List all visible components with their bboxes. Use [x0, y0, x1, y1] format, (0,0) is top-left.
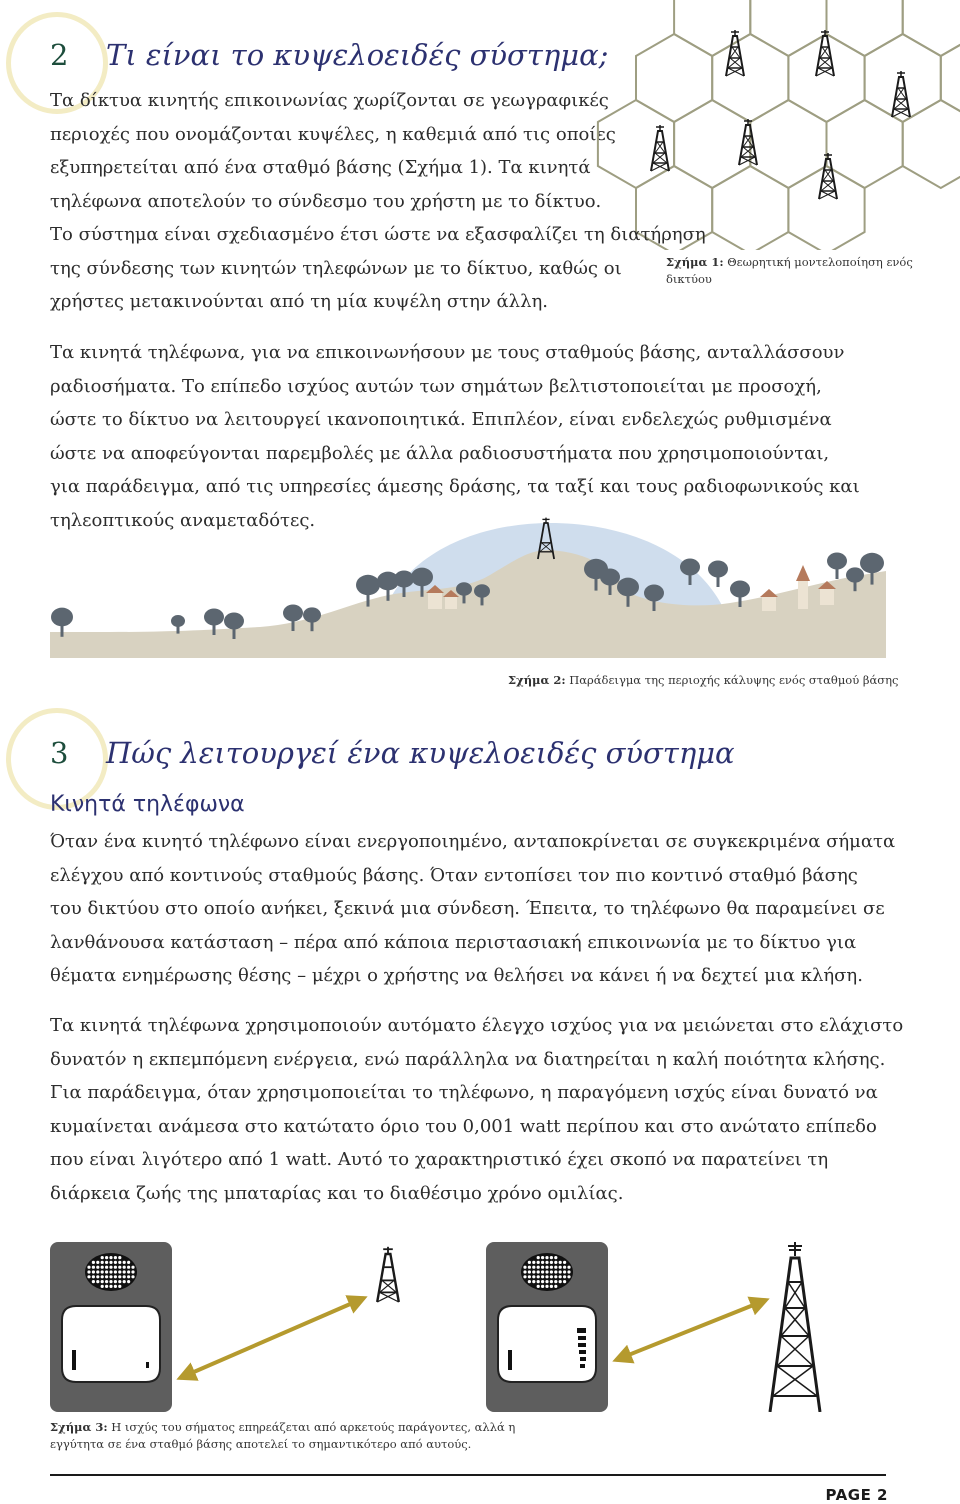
- tree-trunk: [463, 594, 466, 604]
- grille-hole: [92, 1270, 95, 1273]
- grille-hole: [537, 1270, 540, 1273]
- hex-cell: [827, 0, 903, 56]
- grille-hole: [101, 1285, 104, 1288]
- grille-hole: [123, 1261, 126, 1264]
- hex-cell: [750, 100, 826, 188]
- hex-cell: [750, 0, 826, 56]
- grille-hole: [523, 1275, 526, 1278]
- grille-hole: [109, 1280, 112, 1283]
- hex-cell: [636, 34, 712, 122]
- phone-near: [486, 1242, 608, 1412]
- grille-hole: [127, 1280, 130, 1283]
- section-2-number: 2: [50, 38, 69, 72]
- figure-1-caption: [666, 254, 960, 288]
- tree: [617, 578, 639, 597]
- tree-trunk: [609, 583, 612, 595]
- intro-line: χρήστες μετακινούνται από τη μία κυψέλη στην άλλη.: [50, 291, 549, 312]
- grille-hole: [114, 1261, 117, 1264]
- grille-hole: [554, 1280, 557, 1283]
- tree-trunk: [292, 619, 295, 631]
- grille-hole: [563, 1261, 566, 1264]
- footer-rule: [50, 1474, 886, 1476]
- grille-hole: [92, 1266, 95, 1269]
- grille-hole: [96, 1280, 99, 1283]
- tree-trunk: [739, 595, 742, 607]
- tree: [708, 561, 728, 578]
- grille-hole: [105, 1256, 108, 1259]
- grille-hole: [554, 1275, 557, 1278]
- grille-hole: [101, 1256, 104, 1259]
- grille-hole: [114, 1266, 117, 1269]
- grille-hole: [109, 1266, 112, 1269]
- grille-hole: [567, 1270, 570, 1273]
- grille-hole: [127, 1275, 130, 1278]
- hex-cell: [712, 166, 788, 250]
- hex-cell: [903, 0, 960, 56]
- paragraph-line: ώστε να αποφεύγονται παρεμβολές με άλλα ραδιοσυστήματα που χρησιμοποιούνται,: [50, 442, 830, 464]
- grille-hole: [559, 1266, 562, 1269]
- grille-hole: [528, 1275, 531, 1278]
- paragraph-line: για παράδειγμα, από τις υπηρεσίες άμεσης δράσης, τα ταξί και τους ραδιοφωνικούς και: [50, 476, 860, 497]
- grille-hole: [532, 1266, 535, 1269]
- grille-hole: [92, 1275, 95, 1278]
- grille-hole: [532, 1261, 535, 1264]
- grille-hole: [131, 1275, 134, 1278]
- grille-hole: [541, 1285, 544, 1288]
- tree-trunk: [836, 567, 839, 579]
- grille-hole: [105, 1285, 108, 1288]
- grille-hole: [550, 1256, 553, 1259]
- tree-trunk: [233, 627, 236, 639]
- grille-hole: [528, 1280, 531, 1283]
- paragraph-line: θέματα ενημέρωσης θέσης – μέχρι ο χρήστης να θελήσει να κάνει ή να δεχτεί μια κλήση.: [50, 965, 863, 986]
- hex-cell: [903, 100, 960, 188]
- tree: [456, 582, 472, 596]
- grille-hole: [550, 1280, 553, 1283]
- grille-hole: [550, 1270, 553, 1273]
- grille-hole: [545, 1285, 548, 1288]
- hex-cell: [598, 100, 674, 188]
- figure-1-cell-network: [596, 0, 960, 250]
- grille-hole: [554, 1256, 557, 1259]
- grille-hole: [523, 1270, 526, 1273]
- tree-trunk: [213, 623, 216, 635]
- paragraph-line: Τα κινητά τηλέφωνα χρησιμοποιούν αυτόματο έλεγχο ισχύος για να μειώνεται στο ελάχιστο: [50, 1015, 904, 1036]
- grille-hole: [554, 1285, 557, 1288]
- grille-hole: [567, 1266, 570, 1269]
- tree: [600, 569, 620, 586]
- grille-hole: [123, 1275, 126, 1278]
- grille-hole: [87, 1266, 90, 1269]
- section-3-paragraph-2: [50, 1009, 910, 1210]
- grille-hole: [114, 1270, 117, 1273]
- figure-3-signal-illustration: [50, 1236, 886, 1412]
- grille-hole: [563, 1280, 566, 1283]
- long-distance-arrow: [180, 1298, 364, 1378]
- grille-hole: [545, 1275, 548, 1278]
- grille-hole: [101, 1280, 104, 1283]
- figure-2-caption: [508, 672, 898, 689]
- grille-hole: [118, 1266, 121, 1269]
- paragraph-line: κυμαίνεται ανάμεσα στο κατώτατο όριο του 0,001 watt περίπου και στο ανώτατο επίπεδο: [50, 1115, 877, 1137]
- paragraph-line: Όταν ένα κινητό τηλέφωνο είναι ενεργοποιημένο, ανταποκρίνεται σε συγκεκριμένα σήματα: [50, 831, 896, 852]
- grille-hole: [123, 1266, 126, 1269]
- grille-hole: [545, 1266, 548, 1269]
- figure-1-text: Θεωρητική μοντελοποίηση ενός δικτύου: [666, 255, 913, 286]
- tree: [204, 609, 224, 626]
- grille-hole: [118, 1270, 121, 1273]
- grille-hole: [559, 1280, 562, 1283]
- grille-hole: [105, 1280, 108, 1283]
- figure-2-label: Σχήμα 2:: [508, 673, 566, 687]
- tower-icon: [651, 125, 669, 171]
- grille-hole: [109, 1256, 112, 1259]
- grille-hole: [550, 1275, 553, 1278]
- tree-trunk: [595, 576, 598, 590]
- grille-hole: [131, 1270, 134, 1273]
- intro-line: περιοχές που ονομάζονται κυψέλες, η καθεμιά από τις οποίες: [50, 123, 616, 145]
- tree: [846, 567, 864, 582]
- grille-hole: [532, 1275, 535, 1278]
- tree-trunk: [367, 592, 370, 606]
- grille-hole: [563, 1270, 566, 1273]
- grille-hole: [123, 1280, 126, 1283]
- tree: [827, 553, 847, 570]
- paragraph-line: λανθάνουσα κατάσταση – πέρα από κάποια περιστασιακή επικοινωνία με το δίκτυο για: [50, 931, 857, 953]
- grille-hole: [523, 1266, 526, 1269]
- grille-hole: [109, 1261, 112, 1264]
- tower-icon: [739, 119, 757, 165]
- grille-hole: [545, 1270, 548, 1273]
- figure-3-line-2: εγγύτητα σε ένα σταθμό βάσης αποτελεί το σημαντικότερο από αυτούς.: [50, 1437, 472, 1451]
- tree: [680, 559, 700, 576]
- grille-hole: [537, 1261, 540, 1264]
- grille-hole: [127, 1261, 130, 1264]
- figure-3-caption: [50, 1419, 530, 1453]
- section-2-title: Τι είναι το κυψελοειδές σύστημα;: [106, 38, 609, 72]
- hex-cell: [788, 166, 864, 250]
- figure-3-line-1: Η ισχύς του σήματος επηρεάζεται από αρκετούς παράγοντες, αλλά η: [111, 1420, 516, 1434]
- grille-hole: [541, 1275, 544, 1278]
- tower-icon: [819, 153, 837, 199]
- paragraph-line: διάρκεια ζωής της μπαταρίας και το διαθέσιμο χρόνο ομιλίας.: [50, 1182, 624, 1204]
- grille-hole: [528, 1261, 531, 1264]
- grille-hole: [541, 1270, 544, 1273]
- paragraph-line: του δικτύου στο οποίο ανήκει, ξεκινά μια σύνδεση. Έπειτα, το τηλέφωνο θα παραμείνει σε: [50, 898, 885, 919]
- grille-hole: [92, 1261, 95, 1264]
- figure-2-coverage-landscape: [50, 505, 886, 665]
- grille-hole: [92, 1280, 95, 1283]
- grille-hole: [96, 1266, 99, 1269]
- tree-trunk: [403, 585, 406, 597]
- grille-hole: [109, 1275, 112, 1278]
- grille-hole: [541, 1261, 544, 1264]
- tree: [171, 615, 185, 627]
- section-3-subheading: Κινητά τηλέφωνα: [50, 792, 245, 817]
- grille-hole: [545, 1261, 548, 1264]
- grille-hole: [105, 1270, 108, 1273]
- tree: [411, 568, 433, 587]
- grille-hole: [131, 1266, 134, 1269]
- intro-line: Τα δίκτυα κινητής επικοινωνίας χωρίζονται σε γεωγραφικές: [50, 90, 609, 111]
- tree-trunk: [387, 588, 390, 601]
- grille-hole: [550, 1266, 553, 1269]
- tree-trunk: [177, 625, 180, 633]
- paragraph-line: ώστε το δίκτυο να λειτουργεί ικανοποιητικά. Επιπλέον, είναι ενδελεχώς ρυθμισμένα: [50, 409, 832, 430]
- grille-hole: [537, 1256, 540, 1259]
- hex-cell: [674, 100, 750, 188]
- paragraph-line: δυνατόν η εκπεμπόμενη ενέργεια, ενώ παράλληλα να διατηρείται η καλή ποιότητα κλήσης.: [50, 1048, 886, 1070]
- intro-line: τηλέφωνα αποτελούν το σύνδεσμο του χρήστη με το δίκτυο.: [50, 190, 602, 212]
- paragraph-line: Για παράδειγμα, όταν χρησιμοποιείται το τηλέφωνο, η παραγόμενη ισχύς είναι δυνατό να: [50, 1082, 878, 1103]
- paragraph-line: Τα κινητά τηλέφωνα, για να επικοινωνήσουν με τους σταθμούς βάσης, ανταλλάσσουν: [50, 342, 845, 363]
- tree: [730, 581, 750, 598]
- signal-bar-weak: [146, 1362, 149, 1368]
- grille-hole: [545, 1280, 548, 1283]
- hex-cell-grid: [598, 0, 960, 250]
- section-3-number: 3: [50, 736, 69, 770]
- grille-hole: [554, 1270, 557, 1273]
- grille-hole: [118, 1256, 121, 1259]
- tree: [474, 584, 490, 598]
- tower-icon: [892, 71, 910, 117]
- grille-hole: [114, 1280, 117, 1283]
- tree-trunk: [653, 599, 656, 611]
- tree-trunk: [689, 573, 692, 585]
- tree: [356, 575, 380, 595]
- grille-hole: [109, 1285, 112, 1288]
- grille-hole: [528, 1270, 531, 1273]
- grille-hole: [101, 1261, 104, 1264]
- tree-trunk: [627, 594, 630, 607]
- section-3-paragraph-1: [50, 825, 910, 993]
- grille-hole: [96, 1270, 99, 1273]
- tree: [860, 553, 884, 573]
- figure-1-label: Σχήμα 1:: [666, 255, 724, 269]
- intro-line: της σύνδεσης των κινητών τηλεφώνων με το δίκτυο, καθώς οι: [50, 257, 622, 279]
- tree-trunk: [421, 584, 424, 597]
- tree: [51, 608, 73, 627]
- tree-trunk: [854, 580, 857, 591]
- tree: [224, 613, 244, 630]
- grille-hole: [541, 1280, 544, 1283]
- tree: [283, 605, 303, 622]
- grille-hole: [537, 1266, 540, 1269]
- grille-hole: [550, 1285, 553, 1288]
- grille-hole: [87, 1275, 90, 1278]
- grille-hole: [537, 1285, 540, 1288]
- grille-hole: [123, 1270, 126, 1273]
- grille-hole: [114, 1275, 117, 1278]
- tree: [644, 585, 664, 602]
- grille-hole: [541, 1256, 544, 1259]
- tree-trunk: [61, 624, 64, 637]
- grille-hole: [96, 1275, 99, 1278]
- grille-hole: [118, 1285, 121, 1288]
- tree-trunk: [871, 570, 874, 584]
- grille-hole: [528, 1266, 531, 1269]
- tree: [394, 571, 414, 588]
- grille-hole: [114, 1285, 117, 1288]
- paragraph-line: ραδιοσήματα. Το επίπεδο ισχύος αυτών των σημάτων βελτιστοποιείται με προσοχή,: [50, 375, 822, 397]
- grille-hole: [118, 1280, 121, 1283]
- tree-trunk: [311, 620, 314, 631]
- grille-hole: [537, 1280, 540, 1283]
- hex-cell: [827, 100, 903, 188]
- grille-hole: [101, 1266, 104, 1269]
- figure-2-text: Παράδειγμα της περιοχής κάλυψης ενός σταθμού βάσης: [569, 673, 899, 687]
- grille-hole: [532, 1280, 535, 1283]
- grille-hole: [563, 1266, 566, 1269]
- grille-hole: [87, 1270, 90, 1273]
- paragraph-line: ελέγχου από κοντινούς σταθμούς βάσης. Όταν εντοπίσει τον πιο κοντινό σταθμό βάσης: [50, 864, 858, 886]
- grille-hole: [114, 1256, 117, 1259]
- paragraph-line: που είναι λιγότερο από 1 watt. Αυτό το χαρακτηριστικό έχει σκοπό να παρατείνει τη: [50, 1149, 829, 1170]
- grille-hole: [96, 1261, 99, 1264]
- paragraph-line: τηλεοπτικούς αναμεταδότες.: [50, 509, 316, 531]
- tower-icon: [726, 30, 744, 76]
- hex-cell: [712, 34, 788, 122]
- tree-trunk: [717, 575, 720, 587]
- grille-hole: [541, 1266, 544, 1269]
- grille-hole: [105, 1266, 108, 1269]
- grille-hole: [532, 1270, 535, 1273]
- grille-hole: [563, 1275, 566, 1278]
- grille-hole: [109, 1270, 112, 1273]
- large-tower-icon: [770, 1242, 820, 1412]
- grille-hole: [118, 1275, 121, 1278]
- grille-hole: [559, 1261, 562, 1264]
- grille-hole: [105, 1261, 108, 1264]
- grille-hole: [554, 1261, 557, 1264]
- grille-hole: [118, 1261, 121, 1264]
- short-distance-arrow: [616, 1300, 766, 1360]
- figure-3-label: Σχήμα 3:: [50, 1420, 108, 1434]
- grille-hole: [559, 1270, 562, 1273]
- grille-hole: [567, 1275, 570, 1278]
- page-number: PAGE 2: [825, 1486, 888, 1504]
- grille-hole: [105, 1275, 108, 1278]
- grille-hole: [101, 1275, 104, 1278]
- tower-icon: [377, 1247, 399, 1302]
- tree-trunk: [481, 596, 484, 606]
- phone-far: [50, 1242, 172, 1412]
- intro-line: Το σύστημα είναι σχεδιασμένο έτσι ώστε να εξασφαλίζει τη διατήρηση: [50, 224, 706, 245]
- grille-hole: [537, 1275, 540, 1278]
- grille-hole: [127, 1270, 130, 1273]
- grille-hole: [554, 1266, 557, 1269]
- grille-hole: [127, 1266, 130, 1269]
- grille-hole: [559, 1275, 562, 1278]
- grille-hole: [545, 1256, 548, 1259]
- section-3-title: Πώς λειτουργεί ένα κυψελοειδές σύστημα: [106, 736, 735, 770]
- intro-line: εξυπηρετείται από ένα σταθμό βάσης (Σχήμα 1). Τα κινητά: [50, 157, 591, 178]
- tree: [303, 607, 321, 622]
- grille-hole: [101, 1270, 104, 1273]
- grille-hole: [550, 1261, 553, 1264]
